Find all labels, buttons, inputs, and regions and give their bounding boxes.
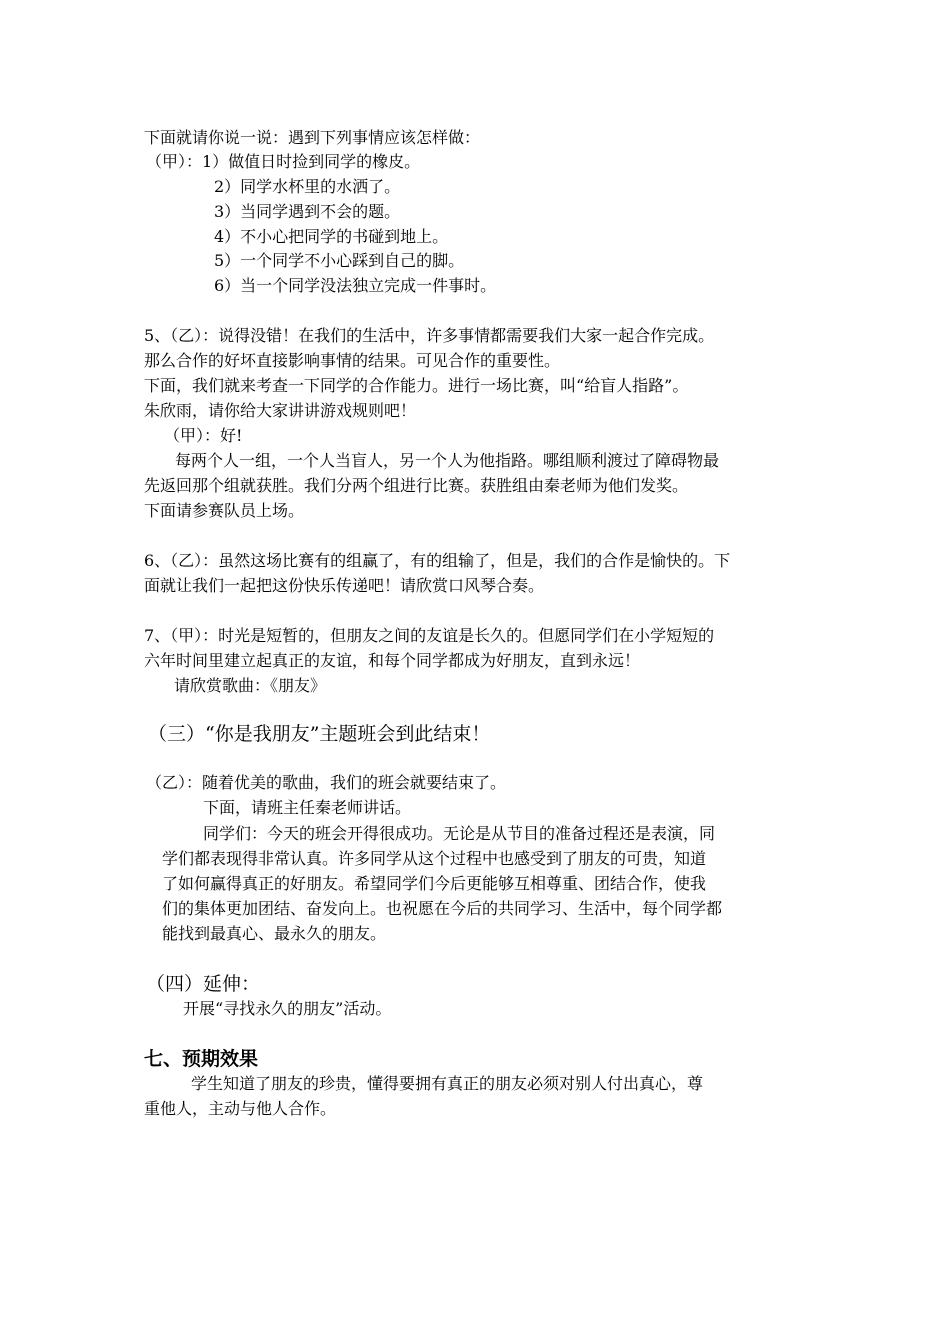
part5-line-1: 5、（乙）：说得没错！在我们的生活中，许多事情都需要我们大家一起合作完成。: [144, 326, 715, 345]
part7-line-2: 六年时间里建立起真正的友谊，和每个同学都成为好朋友，直到永远！: [144, 651, 641, 670]
intro-item-5: 5）一个同学不小心踩到自己的脚。: [214, 251, 465, 270]
intro-item-4: 4）不小心把同学的书碰到地上。: [214, 227, 449, 246]
speech-line-3: 了如何赢得真正的好朋友。希望同学们今后更能够互相尊重、团结合作，使我: [162, 874, 707, 893]
speech-line-5: 能找到最真心、最永久的朋友。: [162, 924, 387, 943]
part5-line-4: 朱欣雨，请你给大家讲讲游戏规则吧！: [144, 401, 417, 420]
part5-line-2: 那么合作的好坏直接影响事情的结果。可见合作的重要性。: [144, 351, 561, 370]
section4-line: 开展“寻找永久的朋友”活动。: [183, 999, 392, 1018]
speech-line-4: 们的集体更加团结、奋发向上。也祝愿在今后的共同学习、生活中，每个同学都: [162, 899, 723, 918]
part6-line-1: 6、（乙）：虽然这场比赛有的组赢了，有的组输了，但是，我们的合作是愉快的。下: [144, 551, 731, 570]
section7-line-2: 重他人，主动与他人合作。: [144, 1099, 337, 1118]
part6-line-2: 面就让我们一起把这份快乐传递吧！请欣赏口风琴合奏。: [144, 576, 545, 595]
part7-song: 请欣赏歌曲：《朋友》: [174, 676, 327, 695]
intro-item-6: 6）当一个同学没法独立完成一件事时。: [214, 276, 497, 295]
intro-item-1: （甲）：1）做值日时捡到同学的橡皮。: [146, 152, 421, 171]
section3-line-2: 下面，请班主任秦老师讲话。: [203, 798, 412, 817]
speech-line-2: 学们都表现得非常认真。许多同学从这个过程中也感受到了朋友的可贵，知道: [162, 849, 707, 868]
part5-reply: （甲）：好!: [164, 426, 243, 445]
part5-rules-3: 下面请参赛队员上场。: [144, 501, 305, 520]
part7-line-1: 7、（甲）：时光是短暂的，但朋友之间的友谊是长久的。但愿同学们在小学短短的: [144, 626, 715, 645]
section7-heading: 七、预期效果: [144, 1048, 259, 1070]
speech-line-1: 同学们：今天的班会开得很成功。无论是从节目的准备过程还是表演，同: [203, 824, 716, 843]
section3-line-1: （乙）：随着优美的歌曲，我们的班会就要结束了。: [146, 773, 507, 792]
section7-line-1: 学生知道了朋友的珍贵，懂得要拥有真正的朋友必须对别人付出真心，尊: [191, 1074, 704, 1093]
section3-title: （三）“你是我朋友”主题班会到此结束！: [148, 723, 491, 745]
intro-prompt: 下面就请你说一说：遇到下列事情应该怎样做：: [144, 128, 481, 147]
part5-rules-2: 先返回那个组就获胜。我们分两个组进行比赛。获胜组由秦老师为他们发奖。: [144, 476, 689, 495]
section4-title: （四）延伸：: [146, 973, 261, 995]
part5-rules-1: 每两个人一组，一个人当盲人，另一个人为他指路。哪组顺利渡过了障碍物最: [175, 451, 720, 470]
intro-item-3: 3）当同学遇到不会的题。: [214, 202, 401, 221]
intro-item-2: 2）同学水杯里的水洒了。: [214, 177, 401, 196]
part5-line-3: 下面，我们就来考查一下同学的合作能力。进行一场比赛，叫“给盲人指路”。: [144, 376, 689, 395]
